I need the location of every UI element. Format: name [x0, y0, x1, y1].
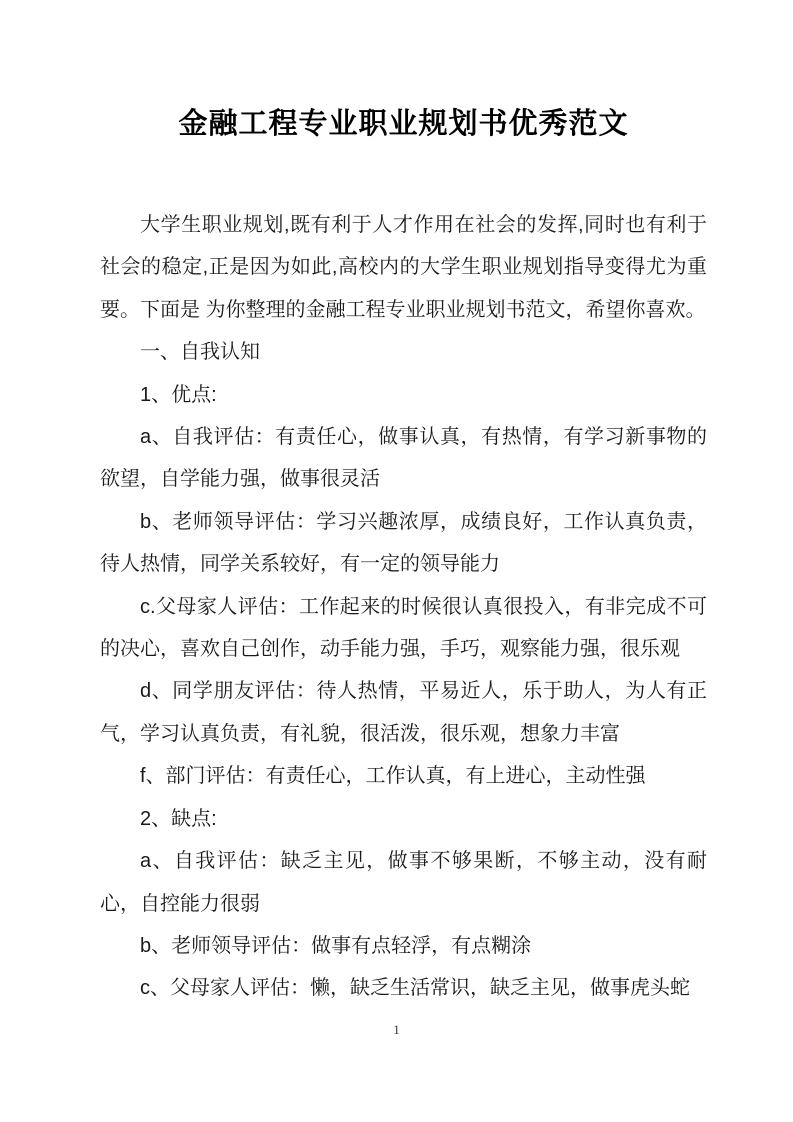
page-number: 1 [393, 1022, 400, 1037]
paragraph-strength-d: d、同学朋友评估：待人热情，平易近人，乐于助人，为人有正气，学习认真负责，有礼貌，很活泼，很乐观，想象力丰富 [100, 680, 707, 745]
heading-strengths: 1、优点: [140, 383, 217, 406]
paragraph-strength-f: f、部门评估：有责任心，工作认真，有上进心，主动性强 [140, 765, 646, 788]
heading-weaknesses: 2、缺点: [140, 807, 217, 830]
heading-self-knowledge: 一、自我认知 [140, 341, 260, 364]
paragraph-weakness-c: c、父母家人评估：懒，缺乏生活常识，缺乏主见，做事虎头蛇 [140, 977, 690, 1000]
paragraph-strength-c: c.父母家人评估：工作起来的时候很认真很投入，有非完成不可的决心，喜欢自己创作，动手能力强，手巧，观察能力强，很乐观 [100, 595, 707, 661]
paragraph-intro: 大学生职业规划,既有利于人才作用在社会的发挥,同时也有利于社会的稳定,正是因为如此,高校内的大学生职业规划指导变得尤为重要。下面是 为你整理的金融工程专业职业规划书范文，希望你喜欢。 [100, 214, 707, 321]
paragraph-strength-b: b、老师领导评估：学习兴趣浓厚，成绩良好，工作认真负责，待人热情，同学关系较好，有一定的领导能力 [100, 510, 707, 576]
paragraph-strength-a: a、自我评估：有责任心，做事认真，有热情，有学习新事物的欲望，自学能力强，做事很灵活 [100, 426, 707, 491]
paragraph-weakness-b: b、老师领导评估：做事有点轻浮，有点糊涂 [140, 934, 532, 957]
document-content [100, 0, 707, 1010]
paragraph-weakness-a: a、自我评估：缺乏主见，做事不够果断，不够主动，没有耐心，自控能力很弱 [100, 850, 707, 915]
document-title: 金融工程专业职业规划书优秀范文 [178, 108, 629, 140]
